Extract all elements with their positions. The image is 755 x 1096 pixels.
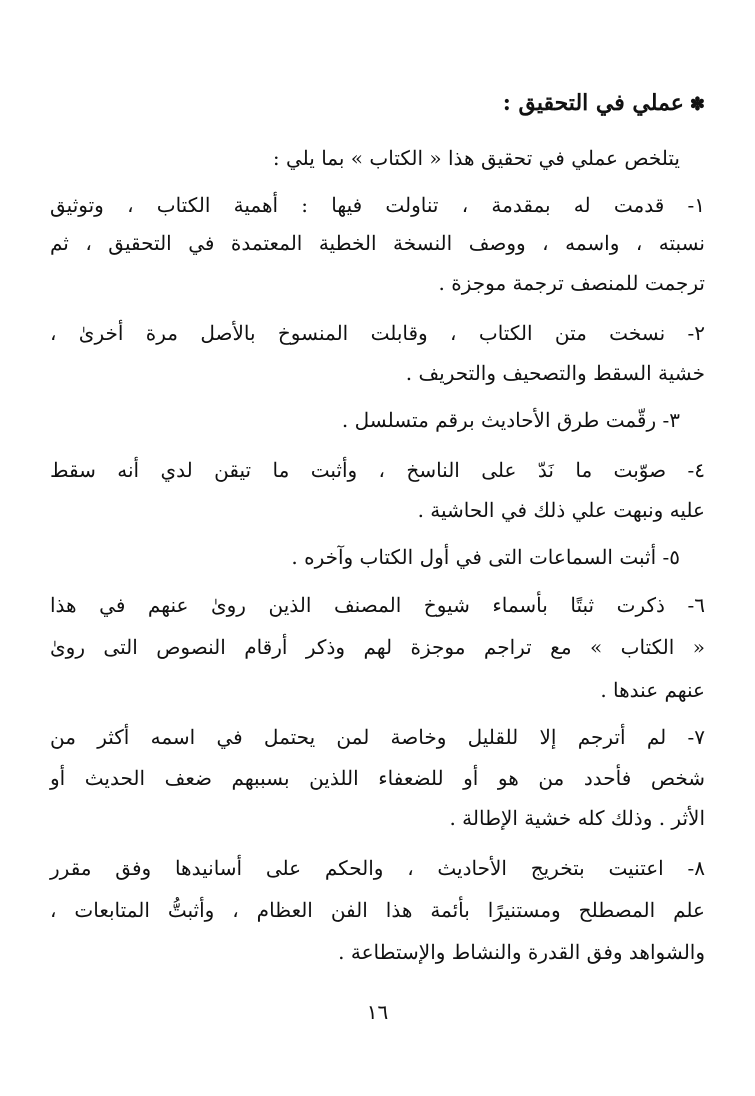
text-line: ٢- نسخت متن الكتاب ، وقابلت المنسوخ بالأصل مرة أخرىٰ ، <box>50 321 705 345</box>
text-line: شخص فأحدد من هو أو للضعفاء اللذين بسببهم ضعف الحديث أو <box>50 766 705 790</box>
text-line: عنهم عندها . <box>600 678 705 702</box>
text-line: ٤- صوّبت ما نَدّ على الناسخ ، وأثبت ما تيقن لدي أنه سقط <box>50 458 705 482</box>
text-line: ٥- أثبت السماعات التى في أول الكتاب وآخره . <box>291 545 680 569</box>
section-heading <box>50 88 705 118</box>
text-line: ٦- ذكرت ثبتًا بأسماء شيوخ المصنف الذين روىٰ عنهم في هذا <box>50 593 705 617</box>
text-line: ترجمت للمنصف ترجمة موجزة . <box>438 271 705 295</box>
text-line: الأثر . وذلك كله خشية الإطالة . <box>449 806 705 830</box>
text-line: خشية السقط والتصحيف والتحريف . <box>405 361 705 385</box>
text-line: ٣- رقّمت طرق الأحاديث برقم متسلسل . <box>341 408 680 432</box>
text-line: علم المصطلح ومستنيرًا بأئمة هذا الفن العظام ، وأثبتُّ المتابعات ، <box>50 898 705 922</box>
text-line: نسبته ، واسمه ، ووصف النسخة الخطية المعتمدة في التحقيق ، ثم <box>50 231 705 255</box>
page-number: ١٦ <box>366 1000 389 1024</box>
text-line: والشواهد وفق القدرة والنشاط والإستطاعة . <box>338 940 705 964</box>
text-line: « الكتاب » مع تراجم موجزة لهم وذكر أرقام النصوص التى روىٰ <box>50 635 705 659</box>
section-title: عملي في التحقيق : <box>502 90 684 116</box>
text-line: ٨- اعتنيت بتخريج الأحاديث ، والحكم على أسانيدها وفق مقرر <box>50 856 705 880</box>
intro-line: يتلخص عملي في تحقيق هذا « الكتاب » بما يلي : <box>272 146 680 170</box>
asterisk-icon: ✽ <box>689 94 705 115</box>
text-line: ٧- لم أترجم إلا للقليل وخاصة لمن يحتمل في اسمه أكثر من <box>50 725 705 749</box>
text-line: عليه ونبهت علي ذلك في الحاشية . <box>417 498 705 522</box>
text-line: ١- قدمت له بمقدمة ، تناولت فيها : أهمية الكتاب ، وتوثيق <box>50 193 705 217</box>
